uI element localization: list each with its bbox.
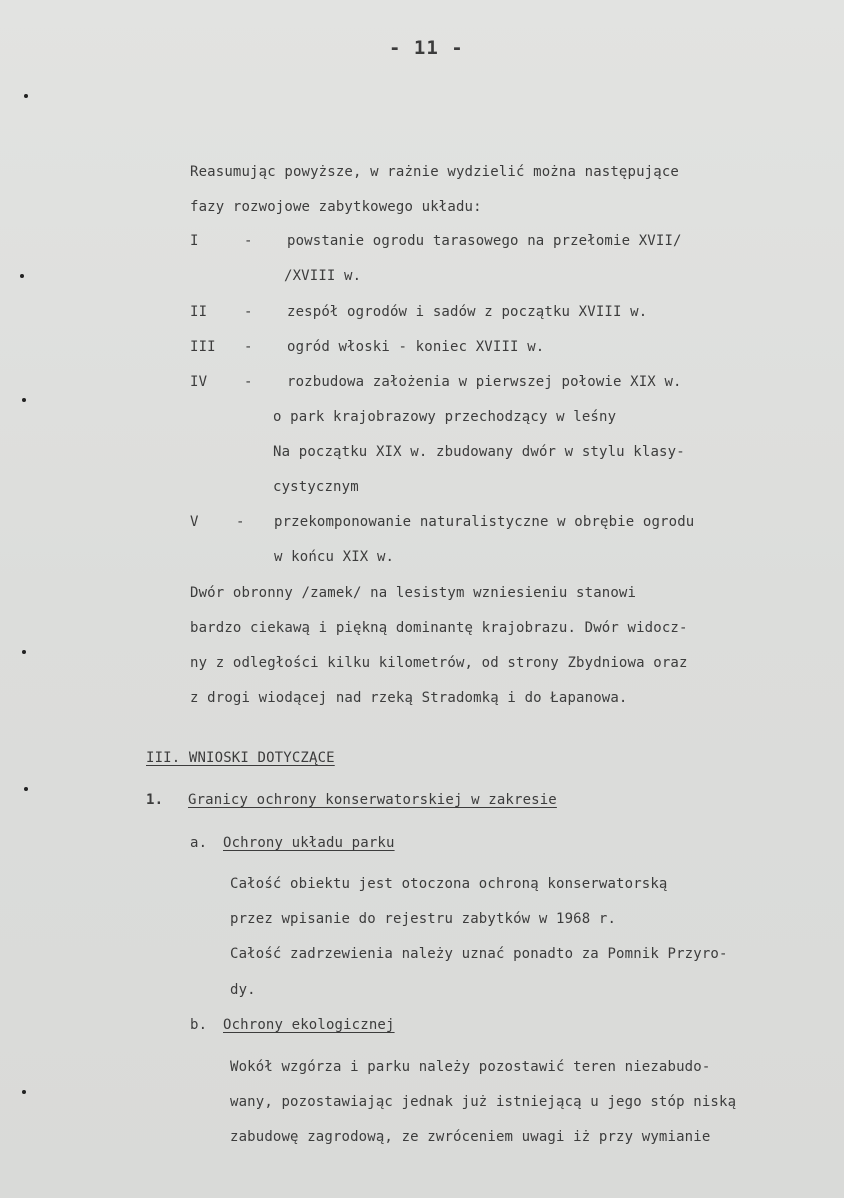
subsection-line: przez wpisanie do rejestru zabytków w 1968 r. [230,911,617,927]
summary-line: fazy rozwojowe zabytkowego układu: [190,199,482,215]
paragraph-line: Dwór obronny /zamek/ na lesistym wzniesieniu stanowi [190,585,637,601]
summary-line: Reasumując powyższe, w rażnie wydzielić można następujące [190,164,679,180]
phase-dash: - [244,374,253,390]
phase-text: ogród włoski - koniec XVIII w. [287,339,545,355]
margin-mark [24,94,28,98]
phase-number: IV [190,374,208,390]
subsection-line: Całość obiektu jest otoczona ochroną konserwatorską [230,876,668,892]
page-number: - 11 - [389,37,464,59]
phase-dash: - [244,304,253,320]
margin-mark [22,398,26,402]
phase-number: III [190,339,216,355]
phase-dash: - [244,233,253,249]
subsection-line: Całość zadrzewienia należy uznać ponadto za Pomnik Przyro- [230,946,728,962]
item-number: 1. [146,792,164,808]
phase-text: Na początku XIX w. zbudowany dwór w stylu klasy- [273,444,685,460]
subsection-line: Wokół wzgórza i parku należy pozostawić teren niezabudo- [230,1059,711,1075]
phase-text: powstanie ogrodu tarasowego na przełomie XVII/ [287,233,682,249]
phase-number: II [190,304,208,320]
item-title: Granicy ochrony konserwatorskiej w zakresie [188,792,557,808]
subsection-line: wany, pozostawiając jednak już istniejącą u jego stóp niską [230,1094,737,1110]
margin-mark [22,1090,26,1094]
phase-number: I [190,233,199,249]
section-heading: III. WNIOSKI DOTYCZĄCE [146,750,335,766]
phase-text: zespół ogrodów i sadów z początku XVIII w. [287,304,648,320]
phase-text: rozbudowa założenia w pierwszej połowie XIX w. [287,374,682,390]
phase-text: w końcu XIX w. [274,549,395,565]
subsection-label: a. [190,835,208,851]
paragraph-line: ny z odległości kilku kilometrów, od strony Zbydniowa oraz [190,655,688,671]
margin-mark [20,274,24,278]
subsection-line: dy. [230,982,256,998]
phase-dash: - [236,514,245,530]
phase-text: cystycznym [273,479,359,495]
subsection-label: b. [190,1017,208,1033]
phase-number: V [190,514,199,530]
subsection-title: Ochrony układu parku [223,835,395,851]
phase-dash: - [244,339,253,355]
margin-mark [24,787,28,791]
margin-mark [22,650,26,654]
subsection-line: zabudowę zagrodową, ze zwróceniem uwagi iż przy wymianie [230,1129,711,1145]
paragraph-line: bardzo ciekawą i piękną dominantę krajobrazu. Dwór widocz- [190,620,688,636]
phase-text: /XVIII w. [284,268,362,284]
phase-text: o park krajobrazowy przechodzący w leśny [273,409,617,425]
phase-text: przekomponowanie naturalistyczne w obrębie ogrodu [274,514,695,530]
subsection-title: Ochrony ekologicznej [223,1017,395,1033]
paragraph-line: z drogi wiodącej nad rzeką Stradomką i do Łapanowa. [190,690,628,706]
